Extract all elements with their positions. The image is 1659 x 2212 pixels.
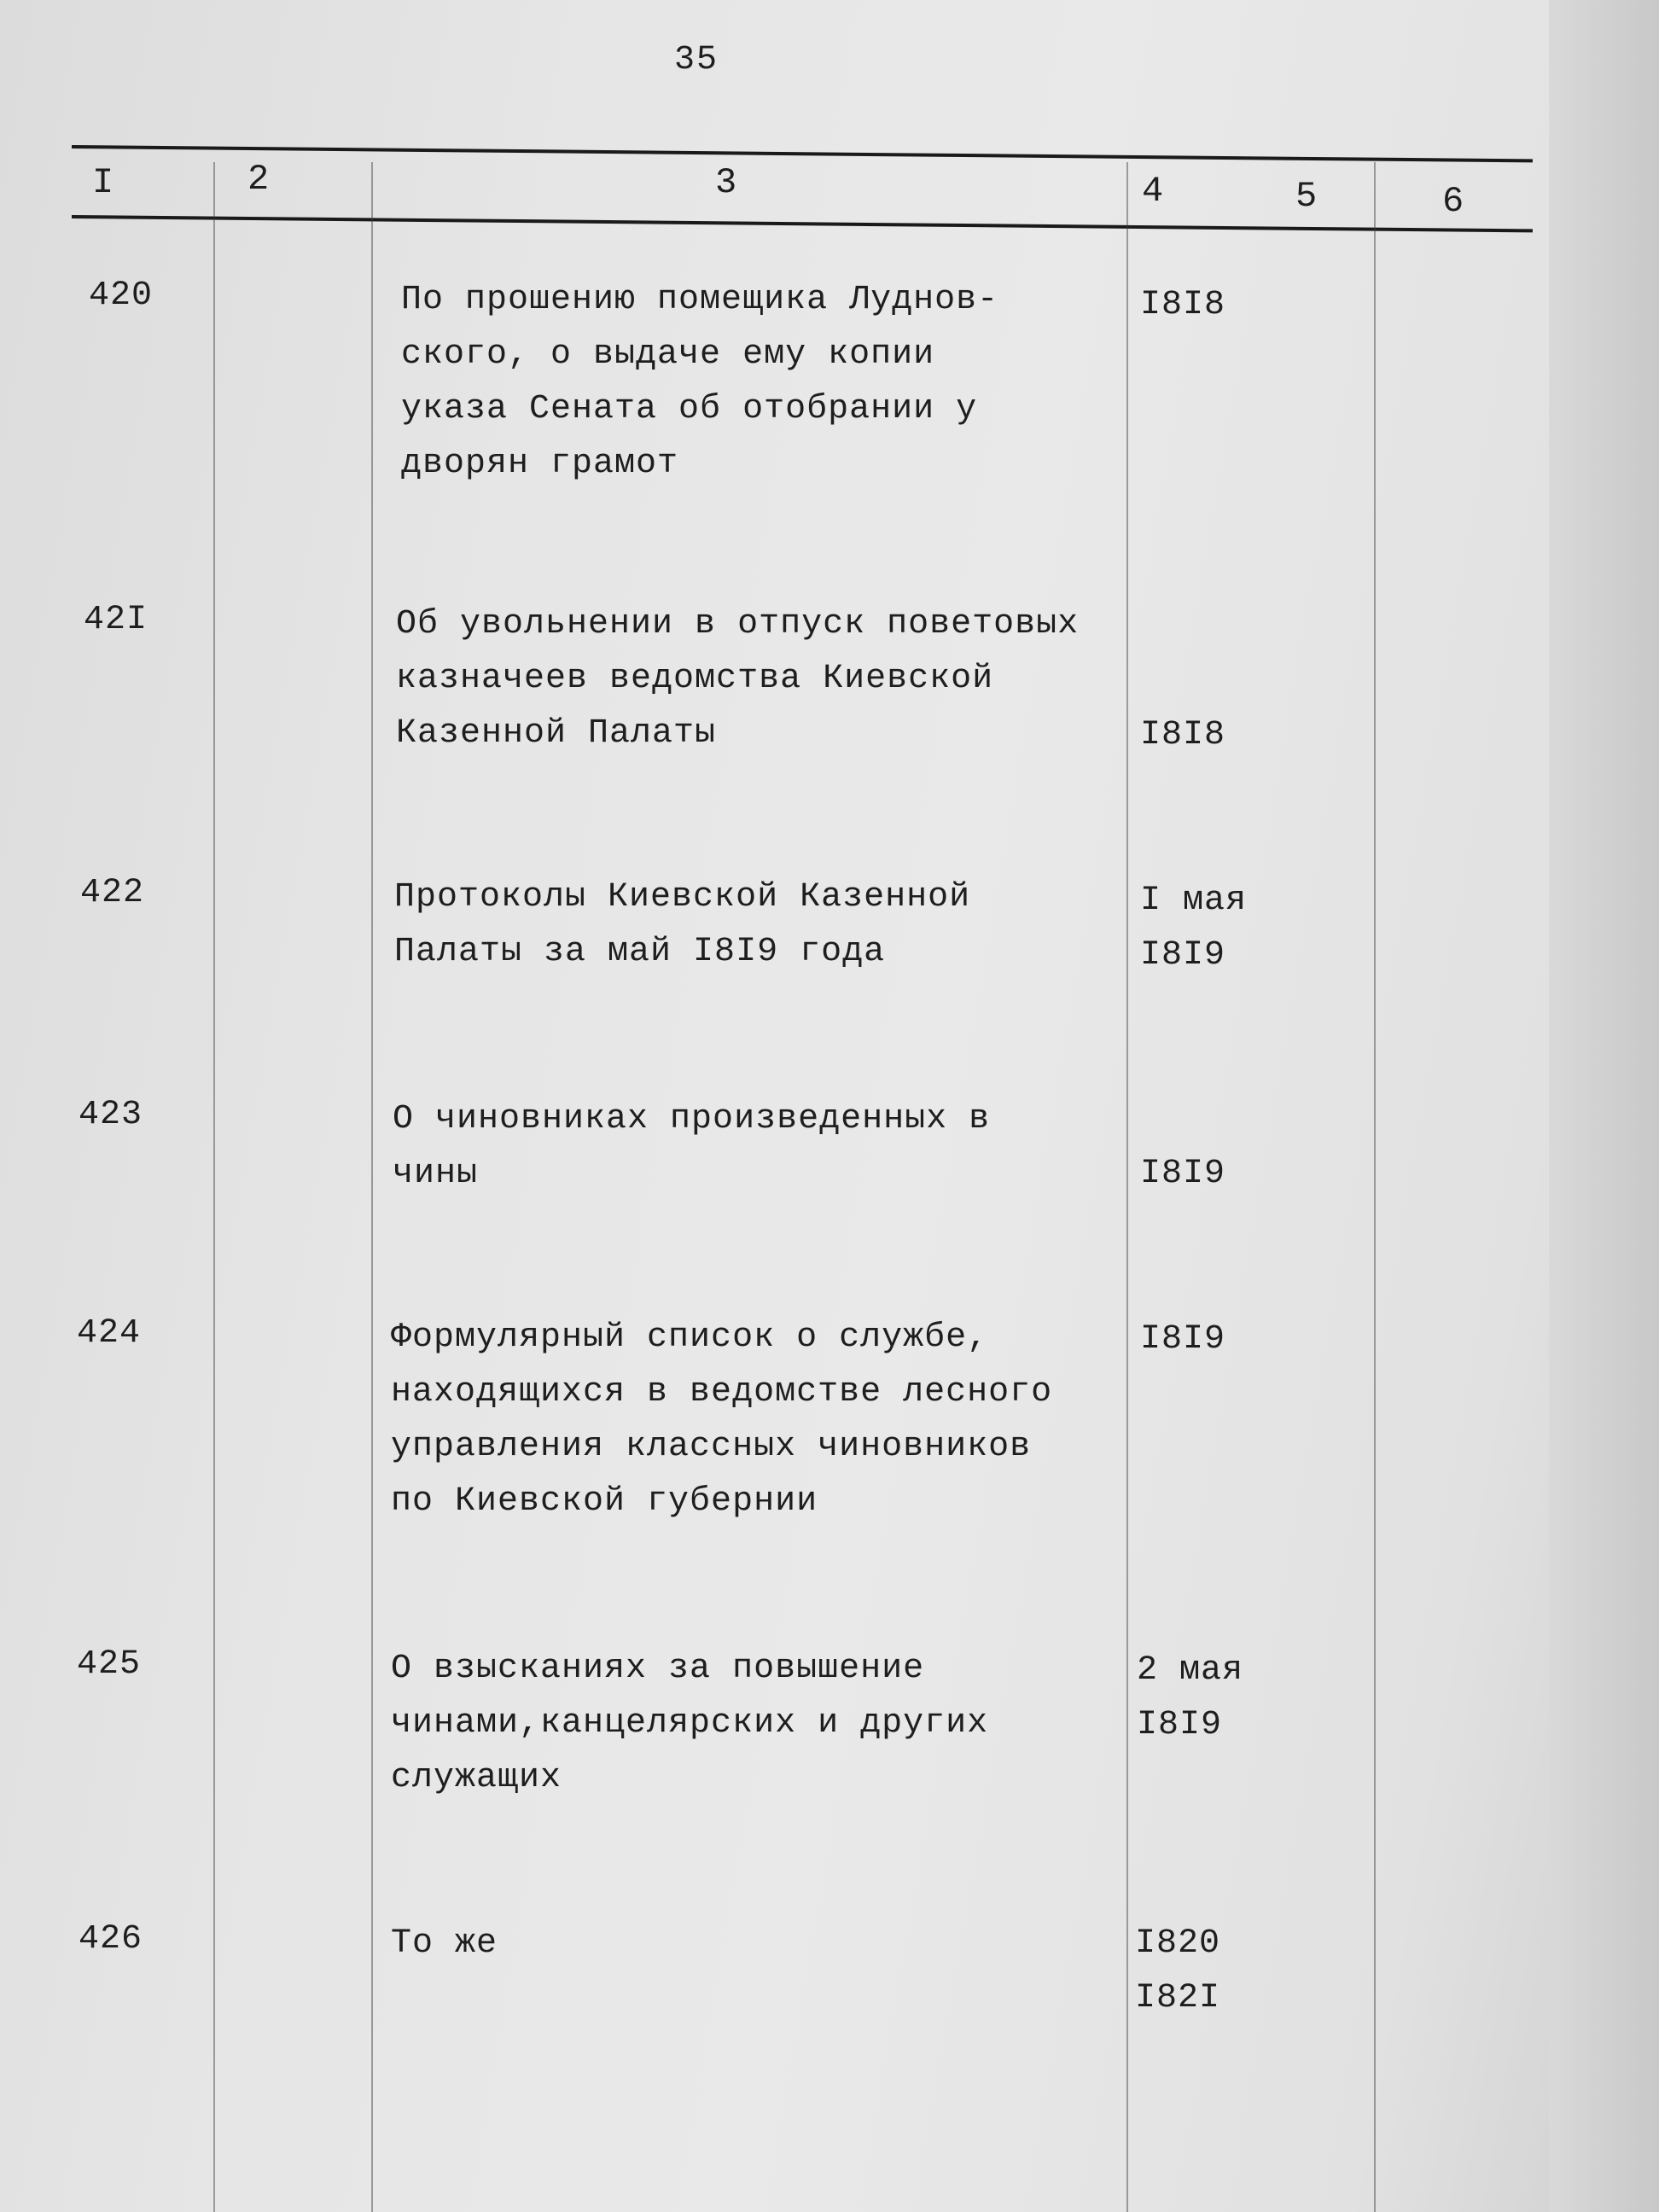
- row-number: 420: [89, 276, 154, 315]
- row-date: I8I9: [1140, 1155, 1226, 1193]
- column-header-1: I: [92, 162, 114, 203]
- row-title: О взысканиях за повышение чинами,канцелярских и других служащих: [391, 1650, 989, 1797]
- row-number: 42I: [84, 601, 148, 639]
- row-number: 425: [77, 1645, 142, 1684]
- column-header-6: 6: [1442, 181, 1464, 222]
- row-title: Формулярный список о службе, находящихся в ведомстве лесного управления классных чиновников по Киевской губернии: [391, 1318, 1053, 1521]
- row-date: 2 мая I8I9: [1137, 1651, 1244, 1744]
- column-header-2: 2: [247, 159, 270, 200]
- page-edge: [1549, 0, 1659, 2212]
- row-number: 426: [79, 1920, 143, 1959]
- row-date: I8I9: [1140, 1320, 1226, 1359]
- row-title: О чиновниках произведенных в чины: [393, 1100, 991, 1193]
- column-header-5: 5: [1295, 176, 1318, 217]
- row-title: То же: [391, 1924, 498, 1963]
- column-header-3: 3: [715, 162, 737, 203]
- row-number: 424: [77, 1314, 142, 1353]
- row-number: 422: [80, 874, 145, 912]
- row-title: Об увольнении в отпуск поветовых казначеев ведомства Киевской Казенной Палаты: [396, 605, 1080, 753]
- column-divider: [1126, 162, 1128, 2212]
- row-date: I8I8: [1140, 286, 1226, 324]
- page-number: 35: [674, 41, 719, 79]
- column-header-4: 4: [1142, 171, 1164, 212]
- header-top-rule: [72, 145, 1533, 162]
- row-title: По прошению помещика Луднов- ского, о выдаче ему копии указа Сената об отобрании у дворян грамот: [401, 281, 999, 483]
- row-title: Протоколы Киевской Казенной Палаты за май I8I9 года: [394, 878, 971, 971]
- column-divider: [1374, 162, 1376, 2212]
- row-date: I8I8: [1140, 716, 1226, 754]
- column-divider: [371, 162, 373, 2212]
- row-number: 423: [79, 1096, 143, 1134]
- row-date: I820 I82I: [1135, 1924, 1221, 2017]
- header-bottom-rule: [72, 215, 1533, 232]
- column-divider: [213, 162, 215, 2212]
- row-date: I мая I8I9: [1140, 882, 1248, 975]
